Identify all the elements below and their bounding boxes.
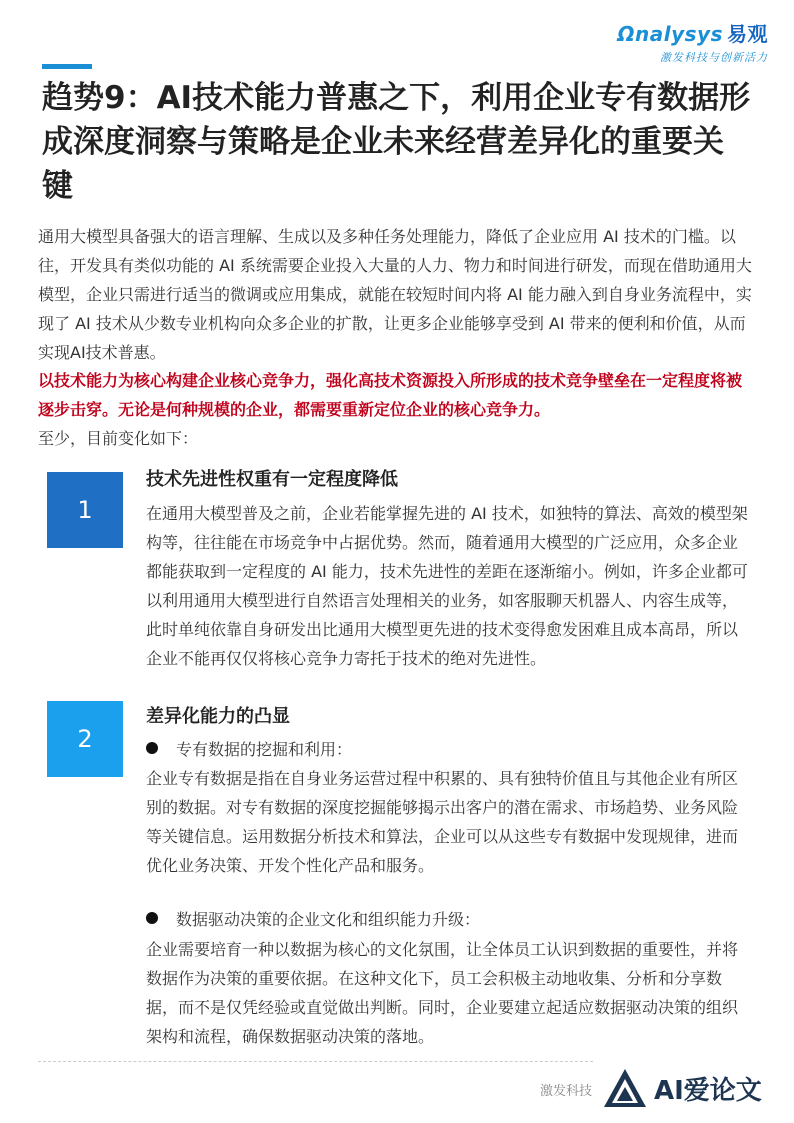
bullet-label: 数据驱动决策的企业文化和组织能力升级： [176, 910, 481, 929]
bullet-label: 专有数据的挖掘和利用： [176, 740, 353, 759]
watermark-text: AI爱论文 [654, 1075, 762, 1106]
bullet-dot-icon [146, 742, 158, 754]
bullet-item [146, 908, 480, 932]
section-heading: 差异化能力的凸显 [146, 706, 290, 727]
page-title: 趋势9：AI技术能力普惠之下，利用企业专有数据形成深度洞察与策略是企业未来经营差异化的重要关键 [42, 80, 751, 204]
section-number-badge: 1 [47, 472, 123, 548]
watermark-emblem-icon [602, 1067, 648, 1109]
bullet-body: 企业需要培育一种以数据为核心的文化氛围，让全体员工认识到数据的重要性，并将数据作为决策的重要依据。在这种文化下，员工会积极主动地收集、分析和分享数据，而不是仅凭经验或直觉做出判断。同时，企业要建立起适应数据驱动决策的组织架构和流程，确保数据驱动决策的落地。 [146, 940, 739, 1046]
highlight-paragraph: 以技术能力为核心构建企业核心竞争力，强化高技术资源投入所形成的技术竞争壁垒在一定程度将被逐步击穿。无论是何种规模的企业，都需要重新定位企业的核心竞争力。 [38, 371, 743, 419]
footer-text: 激发科技 [540, 1084, 593, 1099]
footer-divider [38, 1061, 593, 1062]
analysys-logo [598, 18, 768, 65]
intro-paragraph: 通用大模型具备强大的语言理解、生成以及多种任务处理能力，降低了企业应用 AI 技术的门槛。以往，开发具有类似功能的 AI 系统需要企业投入大量的人力、物力和时间进行研发，而现在借助通用大模型，企业只需进行适当的微调或应用集成，就能在较短时间内将 AI 能力融入到自身业务流程中，实现了 AI 技术从少数专业机构向众多企业的扩散，让更多企业能够享受到 AI 带来的便利和价值，从而实现AI技术普惠。 [38, 227, 752, 362]
bullet-dot-icon [146, 912, 158, 924]
transition-text: 至少，目前变化如下： [38, 429, 199, 448]
logo-wordmark: Ωnalysys 易观 [617, 22, 768, 46]
watermark-logo [602, 1058, 788, 1118]
section-number-badge: 2 [47, 701, 123, 777]
bullet-body: 企业专有数据是指在自身业务运营过程中积累的、具有独特价值且与其他企业有所区别的数据。对专有数据的深度挖掘能够揭示出客户的潜在需求、市场趋势、业务风险等关键信息。运用数据分析技术和算法，企业可以从这些专有数据中发现规律，进而优化业务决策、开发个性化产品和服务。 [146, 769, 739, 875]
logo-tagline: 激发科技与创新活力 [660, 51, 768, 64]
section-heading: 技术先进性权重有一定程度降低 [146, 469, 398, 490]
bullet-item [146, 738, 352, 762]
title-accent-bar [42, 64, 92, 69]
section-body: 在通用大模型普及之前，企业若能掌握先进的 AI 技术，如独特的算法、高效的模型架构等，往往能在市场竞争中占据优势。然而，随着通用大模型的广泛应用，众多企业都能获取到一定程度的 AI 能力，技术先进性的差距在逐渐缩小。例如，许多企业都可以利用通用大模型进行自然语言处理相关的业务，如客服聊天机器人、内容生成等，此时单纯依靠自身研发出比通用大模型更先进的技术变得愈发困难且成本高昂，所以企业不能再仅仅将核心竞争力寄托于技术的绝对先进性。 [146, 504, 748, 668]
